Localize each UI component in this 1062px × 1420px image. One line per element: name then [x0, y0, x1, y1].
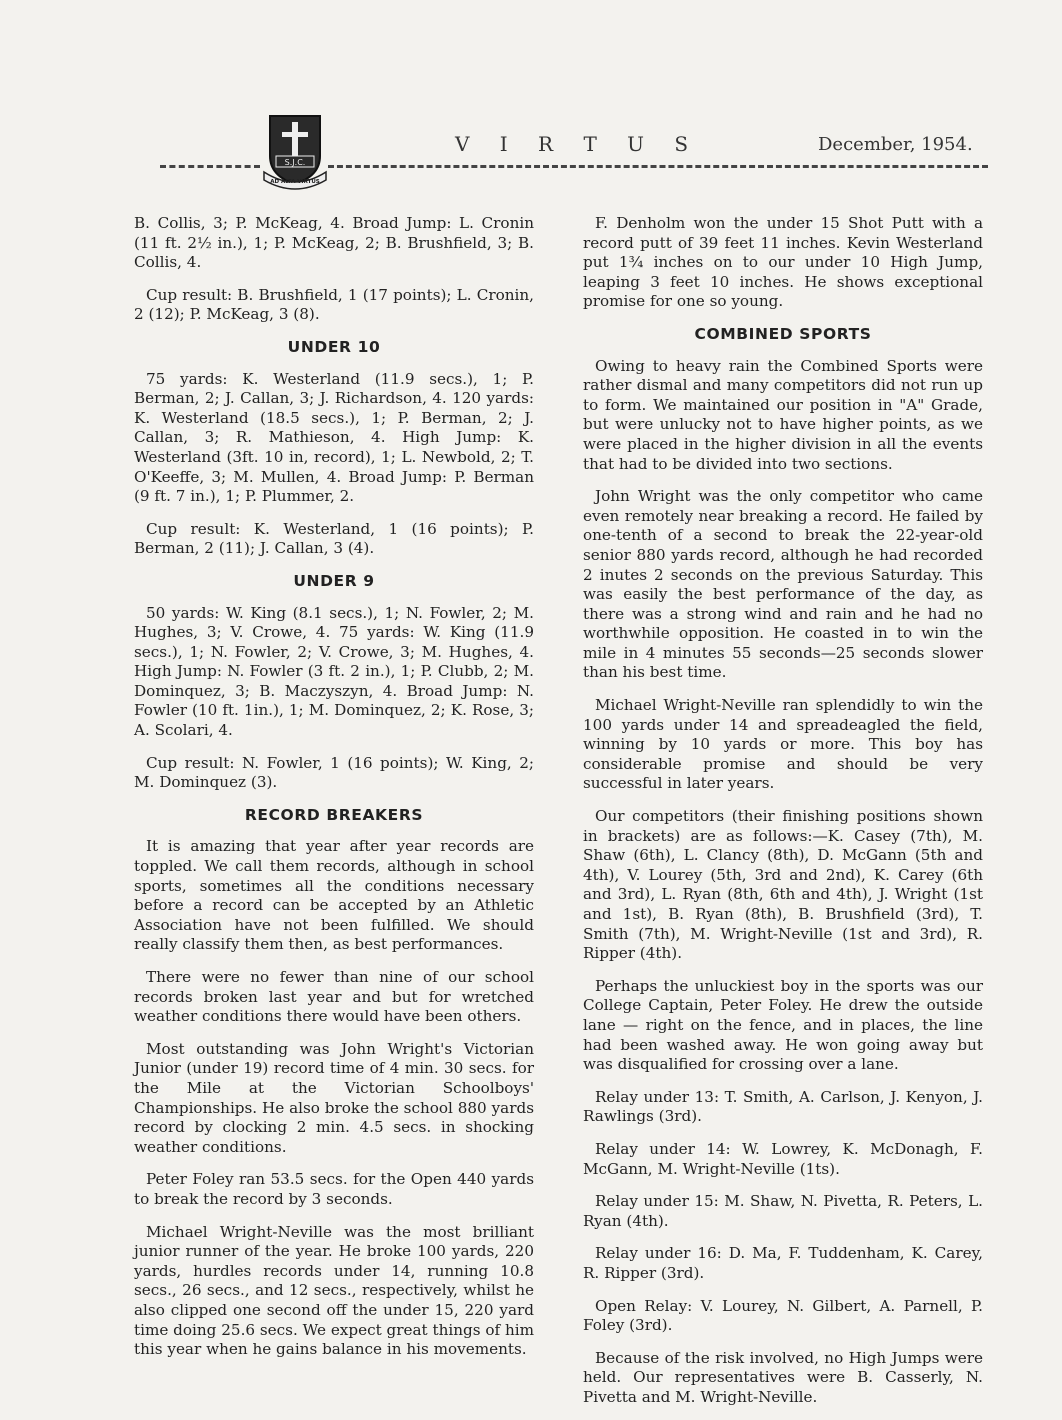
- paragraph: Cup result: N. Fowler, 1 (16 points); W. King, 2; M. Dominquez (3).: [134, 753, 534, 792]
- paragraph: Because of the risk involved, no High Jumps were held. Our representatives were B. Casserly, N. Pivetta and M. Wright-Neville.: [583, 1348, 983, 1406]
- paragraph: Cup result: K. Westerland, 1 (16 points); P. Berman, 2 (11); J. Callan, 3 (4).: [134, 519, 534, 558]
- page-header: [0, 0, 1062, 200]
- masthead-date: December, 1954.: [818, 134, 973, 155]
- paragraph: Cup result: B. Brushfield, 1 (17 points); L. Cronin, 2 (12); P. McKeag, 3 (8).: [134, 285, 534, 324]
- paragraph: Relay under 16: D. Ma, F. Tuddenham, K. Carey, R. Ripper (3rd).: [583, 1244, 983, 1282]
- left-column: [134, 214, 534, 1373]
- paragraph: It is amazing that year after year records are toppled. We call them records, although in school sports, sometimes all the conditions necessary before a record can be accepted by an Athletic Association have not been fulfilled. We should really classify them then, as best performances.: [134, 837, 534, 954]
- paragraph: 75 yards: K. Westerland (11.9 secs.), 1; P. Berman, 2; J. Callan, 3; J. Richardson, 4. 120 yards: K. Westerland (18.5 secs.), 1; P. Berman, 2; J. Callan, 3; R. Mathieson, 4. High Jump: K. Westerland (3ft. 10 in, record), 1; L. Newbold, 2; T. O'Keeffe, 3; M. Mullen, 4. Broad Jump: P. Berman (9 ft. 7 in.), 1; P. Plummer, 2.: [134, 369, 534, 506]
- section-heading-combined-sports: COMBINED SPORTS: [694, 324, 872, 343]
- right-column: [583, 214, 983, 1420]
- paragraph: Relay under 14: W. Lowrey, K. McDonagh, F. McGann, M. Wright-Neville (1ts).: [583, 1139, 983, 1178]
- paragraph: F. Denholm won the under 15 Shot Putt with a record putt of 39 feet 11 inches. Kevin Westerland put 1¾ inches on to our under 10 High Jump, leaping 3 feet 10 inches. He shows exceptional promise for one so young.: [583, 214, 983, 311]
- header-rule-left: [160, 165, 260, 168]
- paragraph: 50 yards: W. King (8.1 secs.), 1; N. Fowler, 2; M. Hughes, 3; V. Crowe, 4. 75 yards: W. King (11.9 secs.), 1; N. Fowler, 2; V. Crowe, 3; M. Hughes, 4. High Jump: N. Fowler (3 ft. 2 in.), 1; P. Clubb, 2; M. Dominquez, 3; B. Maczyszyn, 4. Broad Jump: N. Fowler (10 ft. 1in.), 1; M. Dominquez, 2; K. Rose, 3; A. Scolari, 4.: [134, 603, 534, 740]
- paragraph: Relay under 15: M. Shaw, N. Pivetta, R. Peters, L. Ryan (4th).: [583, 1192, 983, 1230]
- header-rule-right: [328, 165, 988, 168]
- paragraph: Owing to heavy rain the Combined Sports were rather dismal and many competitors did not run up to form. We maintained our position in "A" Grade, but were unlucky not to have higher points, as we were placed in the higher division in all the events that had to be divided into two sections.: [583, 356, 983, 473]
- masthead-title: V I R T U S: [455, 132, 701, 156]
- section-heading-under-9: UNDER 9: [293, 571, 375, 590]
- paragraph: B. Collis, 3; P. McKeag, 4. Broad Jump: L. Cronin (11 ft. 2½ in.), 1; P. McKeag, 2; B. Brushfield, 3; B. Collis, 4.: [134, 214, 534, 272]
- paragraph: Michael Wright-Neville was the most brilliant junior runner of the year. He broke 100 yards, 220 yards, hurdles records under 14, running 10.8 secs., 26 secs., and 12 secs., respectively, whilst he also clipped one second off the under 15, 220 yard time doing 25.6 secs. We expect great things of him this year when he gains balance in his movements.: [134, 1222, 534, 1359]
- crest-initials: S.J.C.: [284, 158, 306, 167]
- paragraph: Most outstanding was John Wright's Victorian Junior (under 19) record time of 4 min. 30 secs. for the Mile at the Victorian Schoolboys' Championships. He also broke the school 880 yards record by clocking 2 min. 4.5 secs. in shocking weather conditions.: [134, 1039, 534, 1156]
- paragraph: Peter Foley ran 53.5 secs. for the Open 440 yards to break the record by 3 seconds.: [134, 1170, 534, 1208]
- section-heading-under-10: UNDER 10: [287, 337, 381, 356]
- crest-motto: AD ALTA VIRTUS: [270, 179, 320, 185]
- paragraph: There were no fewer than nine of our school records broken last year and but for wretched weather conditions there would have been others.: [134, 968, 534, 1026]
- paragraph: Perhaps the unluckiest boy in the sports was our College Captain, Peter Foley. He drew the outside lane — right on the fence, and in places, the line had been washed away. He won going away but was disqualified for crossing over a lane.: [583, 976, 983, 1074]
- paragraph: Our competitors (their finishing positions shown in brackets) are as follows:—K. Casey (7th), M. Shaw (6th), L. Clancy (8th), D. McGann (5th and 4th), V. Lourey (5th, 3rd and 2nd), K. Carey (6th and 3rd), L. Ryan (8th, 6th and 4th), J. Wright (1st and 1st), B. Ryan (8th), B. Brushfield (3rd), T. Smith (7th), M. Wright-Neville (1st and 3rd), R. Ripper (4th).: [583, 807, 983, 963]
- section-heading-record-breakers: RECORD BREAKERS: [244, 805, 424, 824]
- paragraph: Open Relay: V. Lourey, N. Gilbert, A. Parnell, P. Foley (3rd).: [583, 1296, 983, 1335]
- paragraph: John Wright was the only competitor who came even remotely near breaking a record. He failed by one-tenth of a second to break the 22-year-old senior 880 yards record, although he had recorded 2 inutes 2 seconds on the previous Saturday. This was easily the best performance of the day, as there was a strong wind and rain and he had no worthwhile opposition. He coasted in to win the mile in 4 minutes 55 seconds—25 seconds slower than his best time.: [583, 487, 983, 682]
- paragraph: Relay under 13: T. Smith, A. Carlson, J. Kenyon, J. Rawlings (3rd).: [583, 1087, 983, 1126]
- paragraph: Michael Wright-Neville ran splendidly to win the 100 yards under 14 and spreadeagled the field, winning by 10 yards or more. This boy has considerable promise and should be very successful in later years.: [583, 696, 983, 793]
- school-crest-icon: [262, 112, 328, 190]
